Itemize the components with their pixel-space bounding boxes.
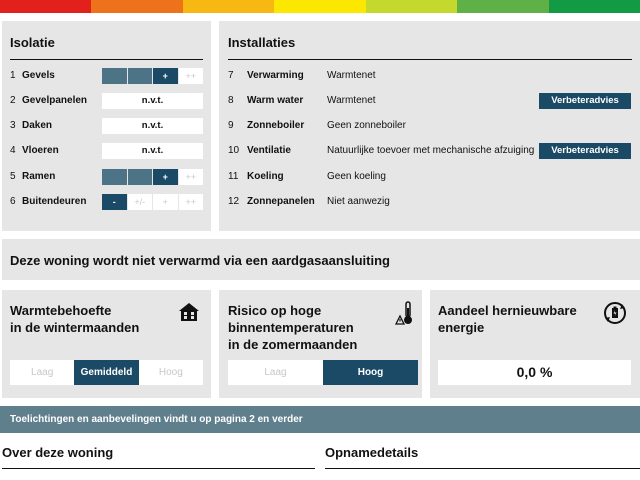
installaties-row-label: Zonneboiler xyxy=(247,120,305,131)
isolatie-row-number: 4 xyxy=(10,145,16,156)
energy-label-stripe xyxy=(0,0,640,13)
installaties-divider xyxy=(228,59,632,60)
isolatie-rating-segment xyxy=(128,68,153,84)
risico-box xyxy=(219,290,422,398)
isolatie-rating-scale xyxy=(102,194,203,210)
installaties-row-number: 9 xyxy=(228,120,234,131)
installaties-row-number: 8 xyxy=(228,95,234,106)
installaties-row-value: Niet aanwezig xyxy=(327,196,390,207)
energy-stripe-segment xyxy=(91,0,182,13)
warmtebehoefte-level-bar xyxy=(10,360,203,385)
installaties-row-value: Natuurlijke toevoer met mechanische afzuiging xyxy=(327,145,535,156)
opnamedetails-title: Opnamedetails xyxy=(325,445,419,460)
isolatie-row xyxy=(10,194,205,210)
verbeteradvies-button[interactable]: Verbeteradvies xyxy=(539,143,631,159)
hernieuwbaar-box xyxy=(430,290,640,398)
warmtebehoefte-box xyxy=(2,290,211,398)
risico-title: Risico op hoge binnentemperaturen in de zomermaanden xyxy=(228,303,358,352)
energy-stripe-segment xyxy=(274,0,365,13)
energy-stripe-segment xyxy=(457,0,548,13)
energy-stripe-segment xyxy=(366,0,457,13)
installaties-row xyxy=(228,194,633,210)
installaties-row-label: Koeling xyxy=(247,171,284,182)
gas-banner xyxy=(2,239,640,280)
isolatie-row xyxy=(10,68,205,84)
isolatie-rating-segment xyxy=(102,68,127,84)
risico-level-option: Hoog xyxy=(323,360,418,385)
isolatie-title: Isolatie xyxy=(10,35,55,50)
installaties-row-number: 12 xyxy=(228,196,240,207)
opnamedetails-divider xyxy=(325,468,640,469)
isolatie-row-label: Gevels xyxy=(22,70,55,81)
isolatie-row xyxy=(10,143,205,159)
isolatie-rating-segment xyxy=(128,169,153,185)
hernieuwbaar-value: 0,0 % xyxy=(438,360,631,385)
warmtebehoefte-level-option: Hoog xyxy=(158,367,183,378)
installaties-row-label: Verwarming xyxy=(247,70,304,81)
isolatie-rating-segment: + xyxy=(153,68,178,84)
isolatie-divider xyxy=(10,59,203,60)
installaties-row xyxy=(228,93,633,109)
isolatie-row-number: 2 xyxy=(10,95,16,106)
installaties-row-label: Ventilatie xyxy=(247,145,291,156)
isolatie-rating-segment: + xyxy=(153,194,178,210)
over-deze-woning-divider xyxy=(2,468,315,469)
installaties-row xyxy=(228,68,633,84)
isolatie-row-label: Gevelpanelen xyxy=(22,95,88,106)
isolatie-rating-segment: ++ xyxy=(179,194,204,210)
over-deze-woning-title: Over deze woning xyxy=(2,445,114,460)
energy-stripe-segment xyxy=(549,0,640,13)
warmtebehoefte-level-option: Gemiddeld xyxy=(74,360,138,385)
thermometer-warning-icon xyxy=(395,300,415,326)
isolatie-row-number: 6 xyxy=(10,196,16,207)
installaties-row xyxy=(228,169,633,185)
isolatie-row-label: Buitendeuren xyxy=(22,196,87,207)
isolatie-row-label: Ramen xyxy=(22,171,56,182)
isolatie-rating-segment: ++ xyxy=(179,68,204,84)
isolatie-row xyxy=(10,93,205,109)
isolatie-rating-segment xyxy=(102,169,127,185)
isolatie-rating-segment: ++ xyxy=(179,169,204,185)
isolatie-row-label: Daken xyxy=(22,120,53,131)
isolatie-row-value: n.v.t. xyxy=(102,118,203,134)
installaties-row-label: Warm water xyxy=(247,95,304,106)
verbeteradvies-button[interactable]: Verbeteradvies xyxy=(539,93,631,109)
isolatie-rating-segment: +/- xyxy=(128,194,153,210)
warmtebehoefte-level-option: Laag xyxy=(31,367,54,378)
isolatie-rating-segment: - xyxy=(102,194,127,210)
installaties-row-number: 10 xyxy=(228,145,240,156)
gas-banner-text: Deze woning wordt niet verwarmd via een aardgasaansluiting xyxy=(10,253,390,268)
isolatie-row-number: 1 xyxy=(10,70,16,81)
isolatie-row-number: 3 xyxy=(10,120,16,131)
isolatie-row-value: n.v.t. xyxy=(102,143,203,159)
isolatie-row-number: 5 xyxy=(10,171,16,182)
installaties-row xyxy=(228,143,633,159)
hernieuwbaar-title: Aandeel hernieuwbare energie xyxy=(438,303,577,335)
installaties-row xyxy=(228,118,633,134)
house-icon xyxy=(178,302,200,322)
installaties-row-value: Geen koeling xyxy=(327,171,386,182)
installaties-row-value: Warmtenet xyxy=(327,70,376,81)
isolatie-row-value: n.v.t. xyxy=(102,93,203,109)
installaties-row-value: Geen zonneboiler xyxy=(327,120,406,131)
energy-stripe-segment xyxy=(0,0,91,13)
installaties-title: Installaties xyxy=(228,35,296,50)
risico-level-bar xyxy=(228,360,418,385)
isolatie-rating-segment: + xyxy=(153,169,178,185)
renewable-energy-icon xyxy=(602,300,628,326)
risico-level-option: Laag xyxy=(264,367,287,378)
installaties-row-label: Zonnepanelen xyxy=(247,196,315,207)
isolatie-rating-scale xyxy=(102,169,203,185)
warmtebehoefte-title: Warmtebehoefte in de wintermaanden xyxy=(10,303,140,335)
info-bar: Toelichtingen en aanbevelingen vindt u op pagina 2 en verder xyxy=(0,406,640,433)
isolatie-row xyxy=(10,118,205,134)
installaties-row-number: 7 xyxy=(228,70,234,81)
isolatie-row-label: Vloeren xyxy=(22,145,59,156)
installaties-row-value: Warmtenet xyxy=(327,95,376,106)
isolatie-rating-scale xyxy=(102,68,203,84)
energy-stripe-segment xyxy=(183,0,274,13)
isolatie-row xyxy=(10,169,205,185)
installaties-row-number: 11 xyxy=(228,171,239,182)
